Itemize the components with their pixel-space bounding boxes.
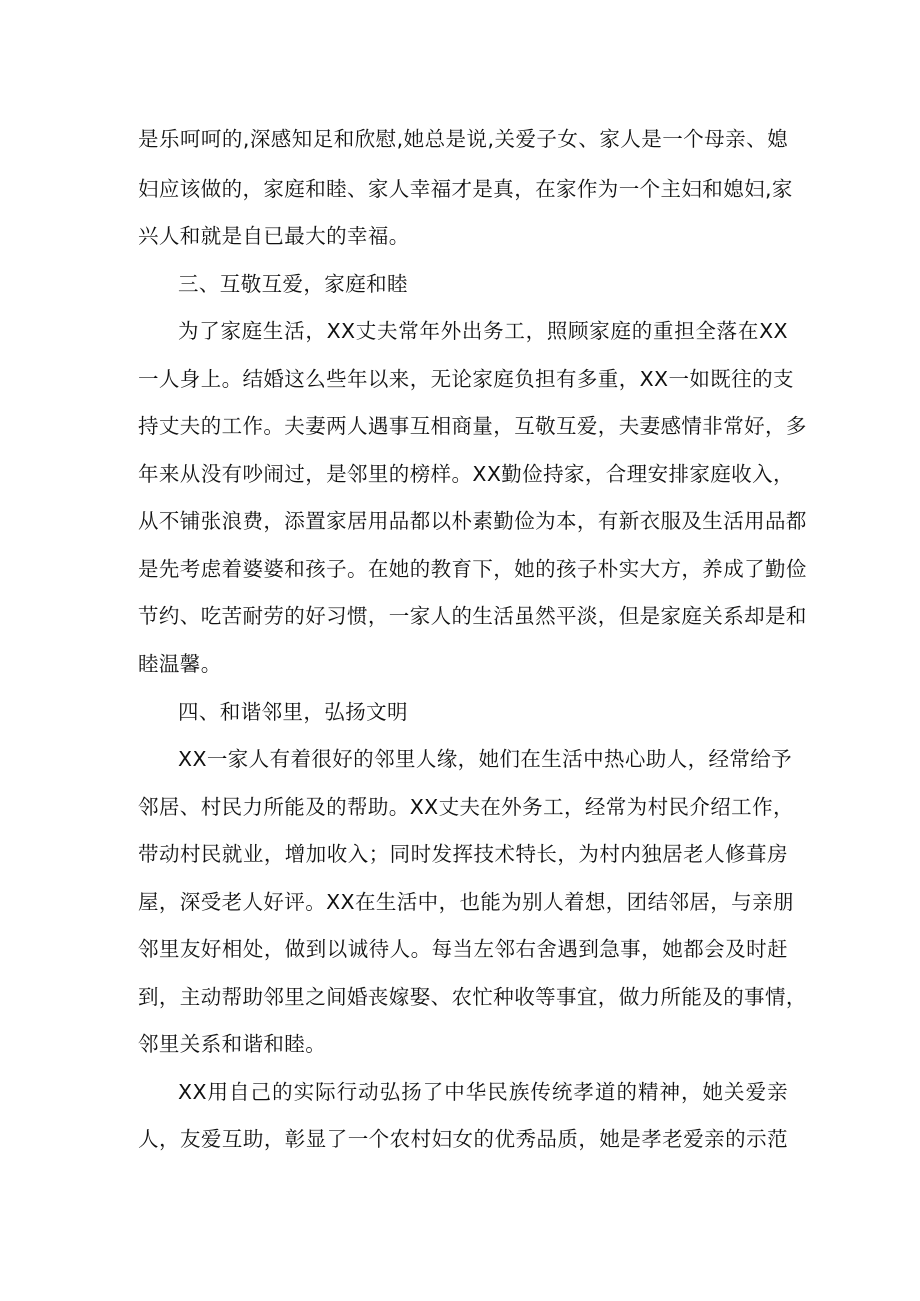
paragraph-line: XX一家人有着很好的邻里人缘，她们在生活中热心助人，经常给予 bbox=[178, 747, 793, 771]
paragraph-line: 人，友爱互助，彰显了一个农村妇女的优秀品质，她是孝老爱亲的示范 bbox=[138, 1127, 788, 1151]
paragraph-line: 邻里友好相处，做到以诚待人。每当左邻右舍遇到急事，她都会及时赶 bbox=[138, 937, 788, 961]
paragraph-line: 屋，深受老人好评。XX在生活中，也能为别人着想，团结邻居，与亲朋 bbox=[138, 890, 794, 914]
paragraph-line: 邻居、村民力所能及的帮助。XX丈夫在外务工，经常为村民介绍工作， bbox=[138, 795, 794, 819]
paragraph-line: 到，主动帮助邻里之间婚丧嫁娶、农忙种收等事宜，做力所能及的事情， bbox=[138, 985, 807, 1009]
paragraph-line: 节约、吃苦耐劳的好习惯，一家人的生活虽然平淡，但是家庭关系却是和 bbox=[138, 604, 807, 628]
paragraph-line: XX用自己的实际行动弘扬了中华民族传统孝道的精神，她关爱亲 bbox=[178, 1080, 788, 1104]
section-heading-3: 三、互敬互爱，家庭和睦 bbox=[178, 272, 408, 296]
paragraph-line: 带动村民就业，增加收入；同时发挥技术特长，为村内独居老人修葺房 bbox=[138, 842, 788, 866]
paragraph-line: 一人身上。结婚这么些年以来，无论家庭负担有多重，XX一如既往的支 bbox=[138, 367, 794, 391]
paragraph-line: 从不铺张浪费，添置家居用品都以朴素勤俭为本，有新衣服及生活用品都 bbox=[138, 509, 807, 533]
paragraph-line: 是乐呵呵的,深感知足和欣慰,她总是说,关爱子女、家人是一个母亲、媳 bbox=[138, 127, 788, 151]
paragraph-line: 是先考虑着婆婆和孩子。在她的教育下，她的孩子朴实大方，养成了勤俭 bbox=[138, 557, 807, 581]
paragraph-line: 持丈夫的工作。夫妻两人遇事互相商量，互敬互爱，夫妻感情非常好，多 bbox=[138, 414, 807, 438]
paragraph-line: 年来从没有吵闹过，是邻里的榜样。XX勤俭持家，合理安排家庭收入， bbox=[138, 462, 794, 486]
paragraph-line: 兴人和就是自已最大的幸福。 bbox=[138, 224, 410, 248]
paragraph-line: 妇应该做的，家庭和睦、家人幸福才是真，在家作为一个主妇和媳妇,家 bbox=[138, 177, 793, 201]
paragraph-line: 为了家庭生活，XX丈夫常年外出务工，照顾家庭的重担全落在XX bbox=[178, 319, 788, 343]
section-heading-4: 四、和谐邻里，弘扬文明 bbox=[178, 700, 408, 724]
paragraph-line: 邻里关系和谐和睦。 bbox=[138, 1032, 327, 1056]
paragraph-line: 睦温馨。 bbox=[138, 652, 222, 676]
